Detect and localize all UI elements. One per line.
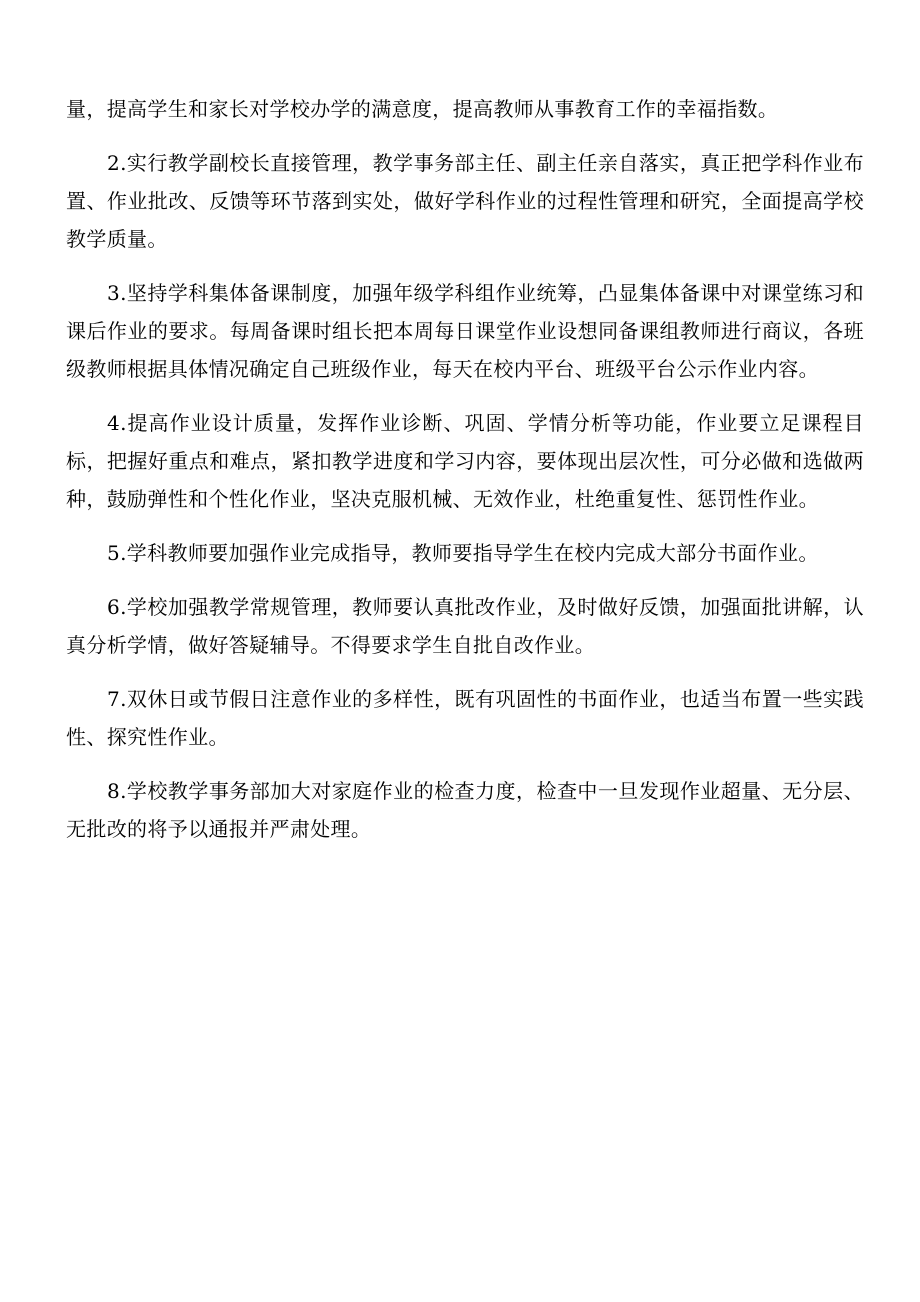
document-body: [66, 90, 864, 864]
paragraph-item-6: 6.学校加强教学常规管理，教师要认真批改作业，及时做好反馈，加强面批讲解，认真分析学情，做好答疑辅导。不得要求学生自批自改作业。: [66, 595, 864, 657]
paragraph-item-5: 5.学科教师要加强作业完成指导，教师要指导学生在校内完成大部分书面作业。: [107, 541, 819, 565]
paragraph-item-2: 2.实行教学副校长直接管理，教学事务部主任、副主任亲自落实，真正把学科作业布置、作业批改、反馈等环节落到实处，做好学科作业的过程性管理和研究，全面提高学校教学质量。: [66, 151, 864, 251]
paragraph-continuation: 量，提高学生和家长对学校办学的满意度，提高教师从事教育工作的幸福指数。: [66, 97, 779, 121]
paragraph-item-8: 8.学校教学事务部加大对家庭作业的检查力度，检查中一旦发现作业超量、无分层、无批改的将予以通报并严肃处理。: [66, 779, 864, 841]
paragraph-item-4: 4.提高作业设计质量，发挥作业诊断、巩固、学情分析等功能，作业要立足课程目标，把握好重点和难点，紧扣教学进度和学习内容，要体现出层次性，可分必做和选做两种，鼓励弹性和个性化作业，坚决克服机械、无效作业，杜绝重复性、惩罚性作业。: [66, 411, 864, 511]
paragraph-item-7: 7.双休日或节假日注意作业的多样性，既有巩固性的书面作业，也适当布置一些实践性、探究性作业。: [66, 687, 864, 749]
paragraph-item-3: 3.坚持学科集体备课制度，加强年级学科组作业统筹，凸显集体备课中对课堂练习和课后作业的要求。每周备课时组长把本周每日课堂作业设想同备课组教师进行商议，各班级教师根据具体情况确定自己班级作业，每天在校内平台、班级平台公示作业内容。: [66, 281, 864, 381]
